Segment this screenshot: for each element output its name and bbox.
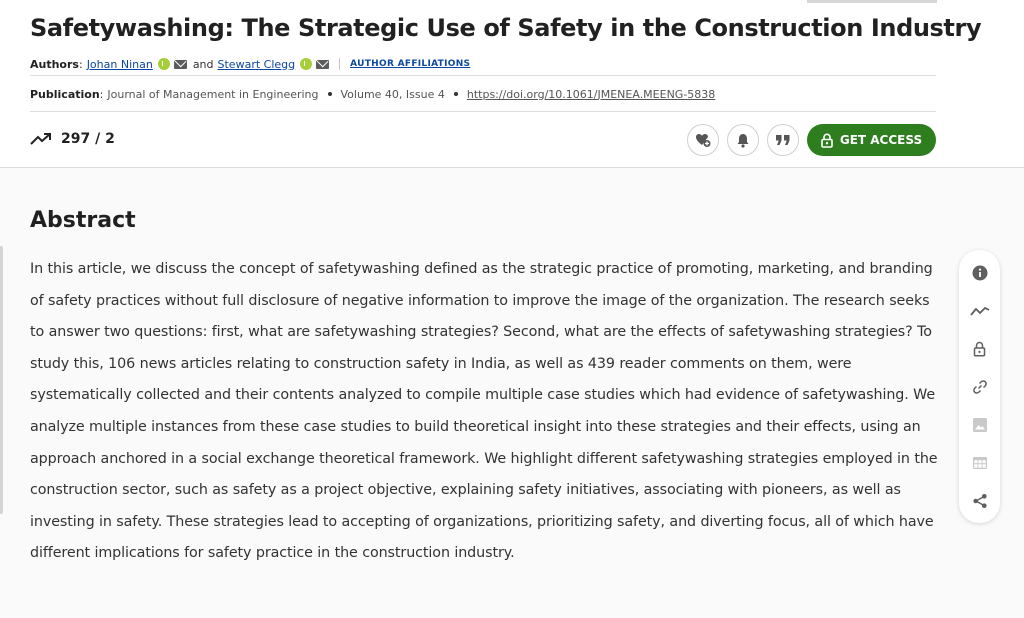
authors-colon: :	[78, 57, 83, 71]
image-icon	[972, 417, 988, 433]
divider	[30, 111, 936, 112]
side-toolbar	[959, 250, 1000, 523]
orcid-icon[interactable]	[158, 58, 170, 70]
get-access-label: GET ACCESS	[839, 133, 923, 147]
journal-name: Journal of Management in Engineering	[107, 87, 319, 101]
abstract-heading: Abstract	[30, 208, 136, 233]
divider	[30, 75, 936, 76]
lock-icon	[821, 133, 833, 148]
favorite-button[interactable]	[687, 124, 719, 156]
bell-icon	[736, 133, 750, 148]
info-button[interactable]	[967, 258, 993, 289]
left-edge-tab[interactable]	[0, 246, 3, 514]
publication-colon: :	[99, 87, 104, 101]
abstract-text: In this article, we discuss the concept of safetywashing defined as the strategic practice of promoting, marketing, and branding of safety practices without full disclosure of negative information to improve the image of the organization. The research seeks to answer two questions: first, what are safetywashing strategies? Second, what are the effects of safetywashing strategies? To study this, 106 news articles relating to construction safety in India, as well as 439 reader comments on them, were systematically collected and their contents analyzed to compile multiple case studies which had evidence of safetywashing. We analyze multiple instances from these case studies to build theoretical insight into these strategies and their effects, using an approach anchored in a social exchange theoretical framework. We highlight different safetywashing strategies employed in the construction sector, such as safety as a project objective, explaining safety initiatives, associating with pioneers, as well as investing in safety. These strategies lead to accepting of organizations, prioritizing safety, and diverting focus, all of which have different implications for safety practice in the construction industry.	[30, 261, 938, 562]
access-button[interactable]	[967, 334, 993, 365]
author-affiliations-link[interactable]: AUTHOR AFFILIATIONS	[350, 59, 471, 69]
email-icon[interactable]	[174, 60, 187, 69]
cite-button[interactable]	[767, 124, 799, 156]
tables-button[interactable]	[967, 447, 993, 478]
share-button[interactable]	[967, 485, 993, 516]
volume-issue: Volume 40, Issue 4	[340, 87, 445, 101]
alert-button[interactable]	[727, 124, 759, 156]
bullet-separator	[328, 92, 332, 96]
author-link-stewart-clegg[interactable]: Stewart Clegg	[217, 57, 296, 71]
metrics-button[interactable]	[967, 296, 993, 327]
trending-up-icon	[30, 132, 52, 146]
metrics-icon	[970, 305, 990, 317]
publication-row	[30, 84, 936, 104]
authors-and: and	[192, 57, 214, 71]
email-icon[interactable]	[316, 60, 329, 69]
orcid-icon[interactable]	[300, 58, 312, 70]
authors-row	[30, 54, 936, 74]
doi-link[interactable]: https://doi.org/10.1061/JMENEA.MEENG-5838	[466, 87, 716, 101]
share-icon	[972, 493, 988, 509]
figures-button[interactable]	[967, 409, 993, 440]
table-icon	[972, 456, 988, 470]
quote-icon	[775, 134, 791, 146]
get-access-button[interactable]	[807, 124, 936, 156]
article-actions	[679, 124, 936, 156]
link-button[interactable]	[967, 372, 993, 403]
author-link-johan-ninan[interactable]: Johan Ninan	[86, 57, 153, 71]
bullet-separator	[454, 92, 458, 96]
separator	[339, 58, 340, 70]
lock-icon	[973, 341, 986, 357]
authors-label: Authors	[30, 57, 79, 71]
article-header	[0, 0, 1024, 168]
info-icon	[972, 265, 988, 281]
metrics-count: 297 / 2	[61, 131, 115, 147]
publication-label: Publication	[30, 87, 100, 101]
top-strip-decoration	[807, 0, 937, 3]
heart-plus-icon	[695, 132, 711, 148]
link-icon	[972, 379, 988, 395]
article-metrics[interactable]	[30, 128, 115, 150]
article-title: Safetywashing: The Strategic Use of Safety in the Construction Industry	[30, 14, 982, 42]
